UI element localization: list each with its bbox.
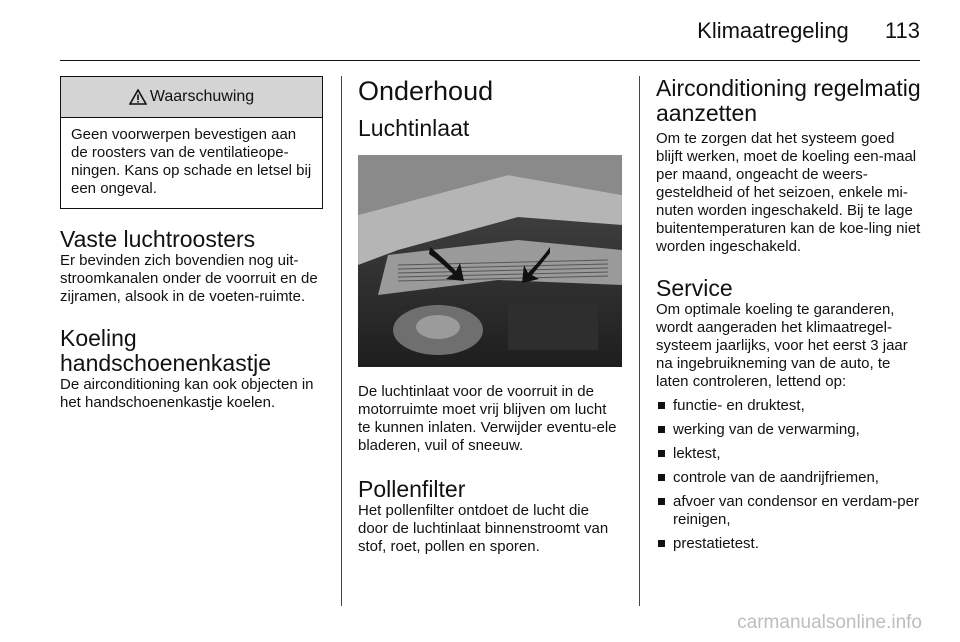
column-divider-2 — [639, 76, 640, 606]
bullet-square-icon — [658, 498, 665, 505]
bullet-square-icon — [658, 450, 665, 457]
page-number: 113 — [884, 18, 920, 43]
header-rule — [60, 60, 920, 61]
heading-pollenfilter: Pollenfilter — [358, 476, 466, 502]
list-item: controle van de aandrijfriemen, — [656, 469, 922, 487]
column-3 — [656, 76, 922, 559]
chapter-title: Klimaatregeling — [697, 18, 849, 43]
warning-header — [61, 77, 322, 118]
warning-text: Geen voorwerpen bevestigen aan de roosters van de ventilatieope-ningen. Kans op schade en letsel bij een ongeval. — [71, 126, 312, 197]
column-2 — [358, 76, 622, 556]
paragraph-airco: Om te zorgen dat het systeem goed blijft werken, moet de koeling een-maal per maand, ongeacht de weers-gesteldheid of het seizoen, enkele mi-nuten worden ingeschakeld. Bij te lage buitentemperaturen kan de koe-ling niet worden ingeschakeld. — [656, 130, 921, 255]
page-header — [697, 18, 920, 44]
bullet-square-icon — [658, 426, 665, 433]
bullet-square-icon — [658, 474, 665, 481]
watermark: carmanualsonline.info — [737, 612, 922, 633]
heading-koeling: Koeling handschoenenkastje — [60, 325, 271, 376]
warning-triangle-icon — [129, 89, 147, 105]
list-item: afvoer van condensor en verdam-per reinigen, — [656, 493, 922, 529]
list-item: werking van de verwarming, — [656, 421, 922, 439]
heading-airco-regelmatig: Airconditioning regelmatig aanzetten — [656, 75, 921, 126]
air-inlet-photo — [358, 155, 622, 367]
warning-box — [60, 76, 323, 209]
list-item: functie- en druktest, — [656, 397, 922, 415]
paragraph-service: Om optimale koeling te garanderen, wordt aangeraden het klimaatregel-systeem jaarlijks, voor het eerst 3 jaar na ingebruikneming van de auto, te laten controleren, lettend op: — [656, 301, 908, 390]
heading-vaste-luchtroosters: Vaste luchtroosters — [60, 226, 256, 252]
list-item: prestatietest. — [656, 535, 922, 553]
list-item: lektest, — [656, 445, 922, 463]
column-divider-1 — [341, 76, 342, 606]
service-checklist — [656, 397, 922, 553]
warning-title: Waarschuwing — [149, 88, 255, 105]
bullet-square-icon — [658, 540, 665, 547]
paragraph-luchtinlaat: De luchtinlaat voor de voorruit in de motorruimte moet vrij blijven om lucht te kunnen inlaten. Verwijder eventu-ele bladeren, vuil of sneeuw. — [358, 383, 617, 454]
heading-luchtinlaat: Luchtinlaat — [358, 115, 470, 141]
paragraph-vaste-luchtroosters: Er bevinden zich bovendien nog uit-stroomkanalen onder de voorruit en de zijramen, alsook in de voeten-ruimte. — [60, 252, 318, 305]
column-1 — [60, 76, 323, 412]
heading-onderhoud: Onderhoud — [358, 76, 494, 106]
bullet-square-icon — [658, 402, 665, 409]
paragraph-koeling: De airconditioning kan ook objecten in het handschoenenkastje koelen. — [60, 376, 314, 411]
paragraph-pollenfilter: Het pollenfilter ontdoet de lucht die door de luchtinlaat binnenstroomt van stof, roet, pollen en sporen. — [358, 502, 609, 555]
heading-service: Service — [656, 275, 733, 301]
